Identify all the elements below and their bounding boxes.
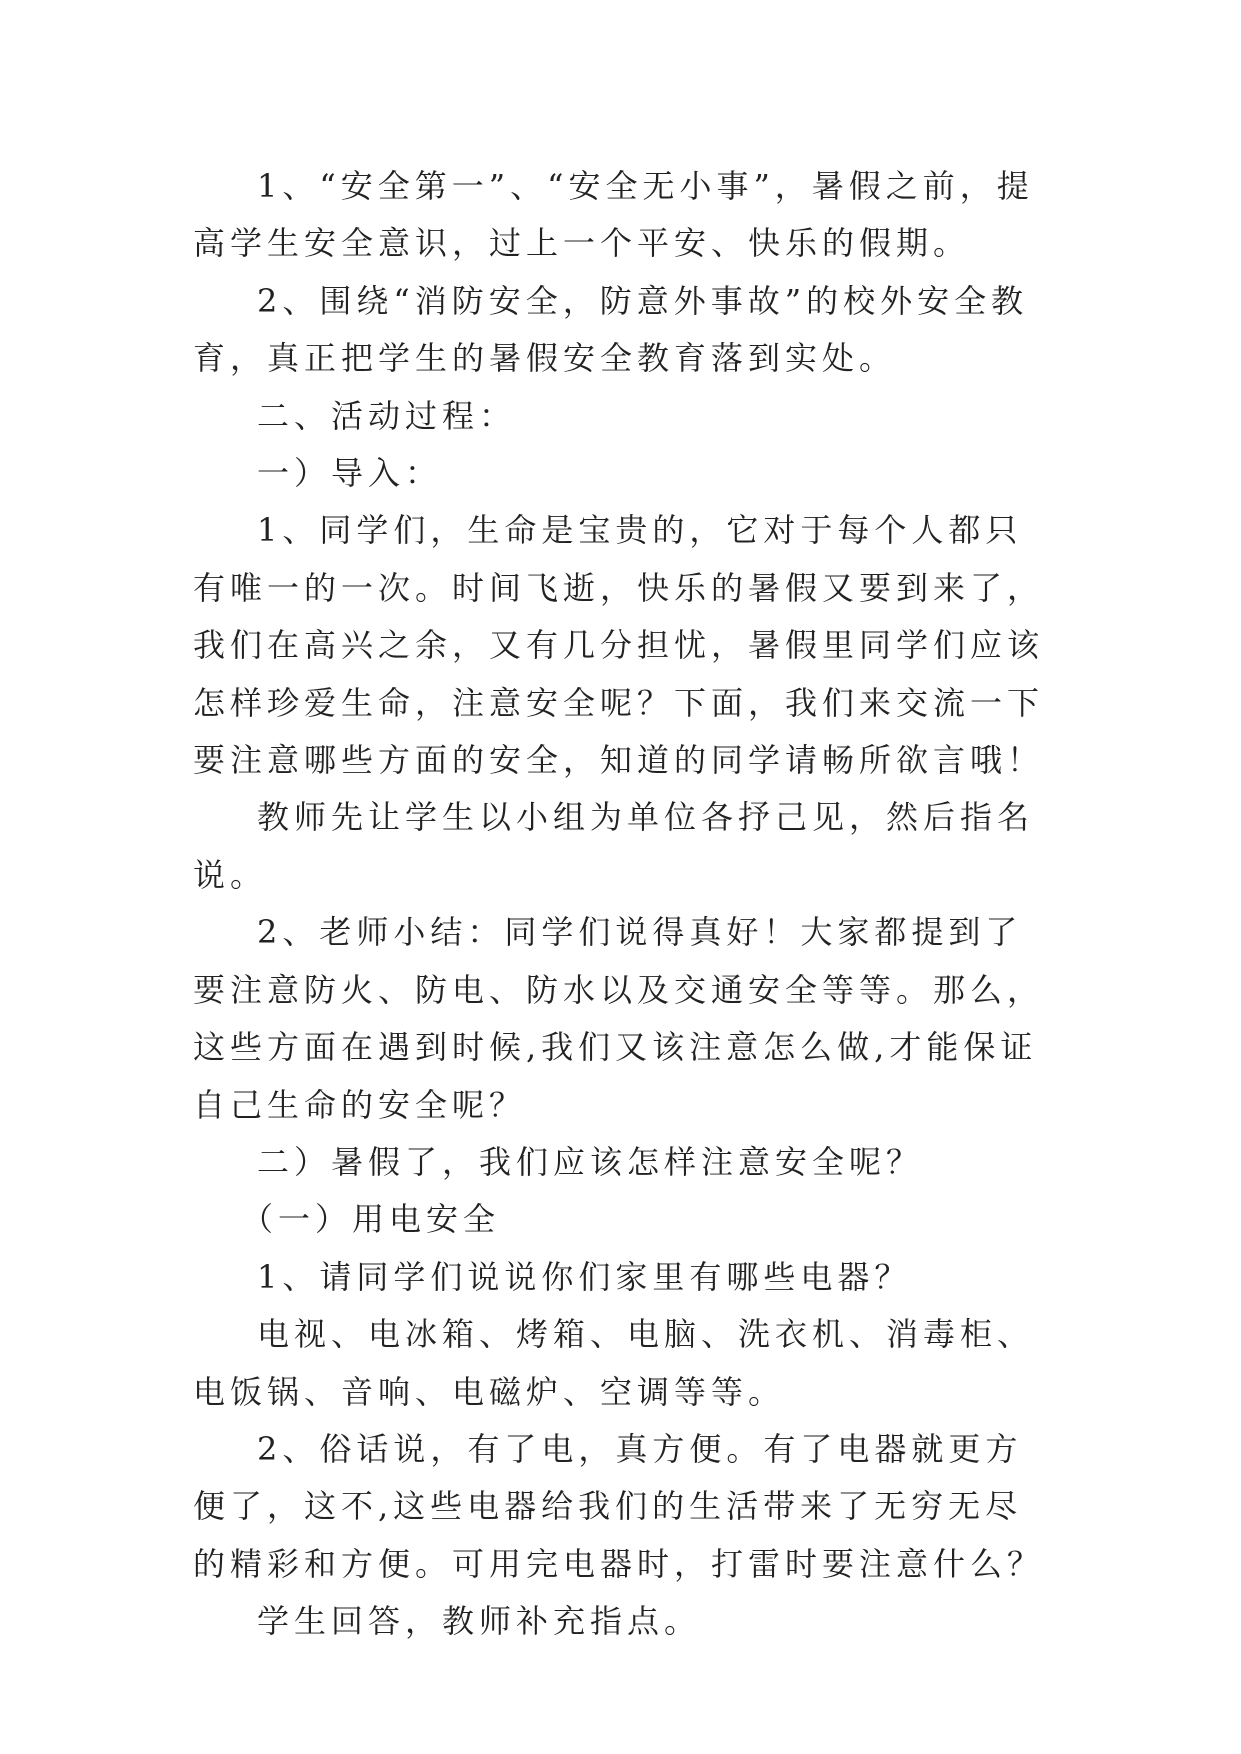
heading-activity-process: 二、活动过程： [257, 396, 517, 435]
paragraph-goal-1: 1、“安全第一”、“安全无小事”，暑假之前，提高学生安全意识，过上一个平安、快乐的假期。 [193, 167, 1034, 263]
heading-electric-safety: （一）用电安全 [241, 1200, 501, 1239]
paragraph-appliance-list: 电视、电冰箱、烤箱、电脑、洗衣机、消毒柜、电饭锅、音响、电磁炉、空调等等。 [193, 1315, 1035, 1411]
paragraph-intro-1: 1、同学们，生命是宝贵的，它对于每个人都只有唯一的一次。时间飞逝，快乐的暑假又要到来了，我们在高兴之余，又有几分担忧，暑假里同学们应该怎样珍爱生命，注意安全呢？下面，我们来交流一下要注意哪些方面的安全，知道的同学请畅所欲言哦！ [193, 511, 1045, 780]
paragraph-student-answer: 学生回答，教师补充指点。 [257, 1602, 702, 1641]
paragraph-question-appliances: 1、请同学们说说你们家里有哪些电器？ [257, 1257, 912, 1296]
heading-summer-safety: 二）暑假了，我们应该怎样注意安全呢？ [257, 1142, 924, 1181]
document-body [193, 158, 1053, 1651]
paragraph-proverb: 2、俗话说，有了电，真方便。有了电器就更方便了，这不,这些电器给我们的生活带来了无穷无尽的精彩和方便。可用完电器时，打雷时要注意什么？ [193, 1429, 1045, 1583]
paragraph-teacher-summary: 2、老师小结：同学们说得真好！大家都提到了要注意防火、防电、防水以及交通安全等等。那么，这些方面在遇到时候,我们又该注意怎么做,才能保证自己生命的安全呢？ [193, 913, 1045, 1124]
paragraph-goal-2: 2、围绕“消防安全，防意外事故”的校外安全教育，真正把学生的暑假安全教育落到实处。 [193, 281, 1029, 378]
paragraph-teacher-note: 教师先让学生以小组为单位各抒己见，然后指名说。 [193, 798, 1035, 894]
heading-introduction: 一）导入： [257, 454, 443, 493]
